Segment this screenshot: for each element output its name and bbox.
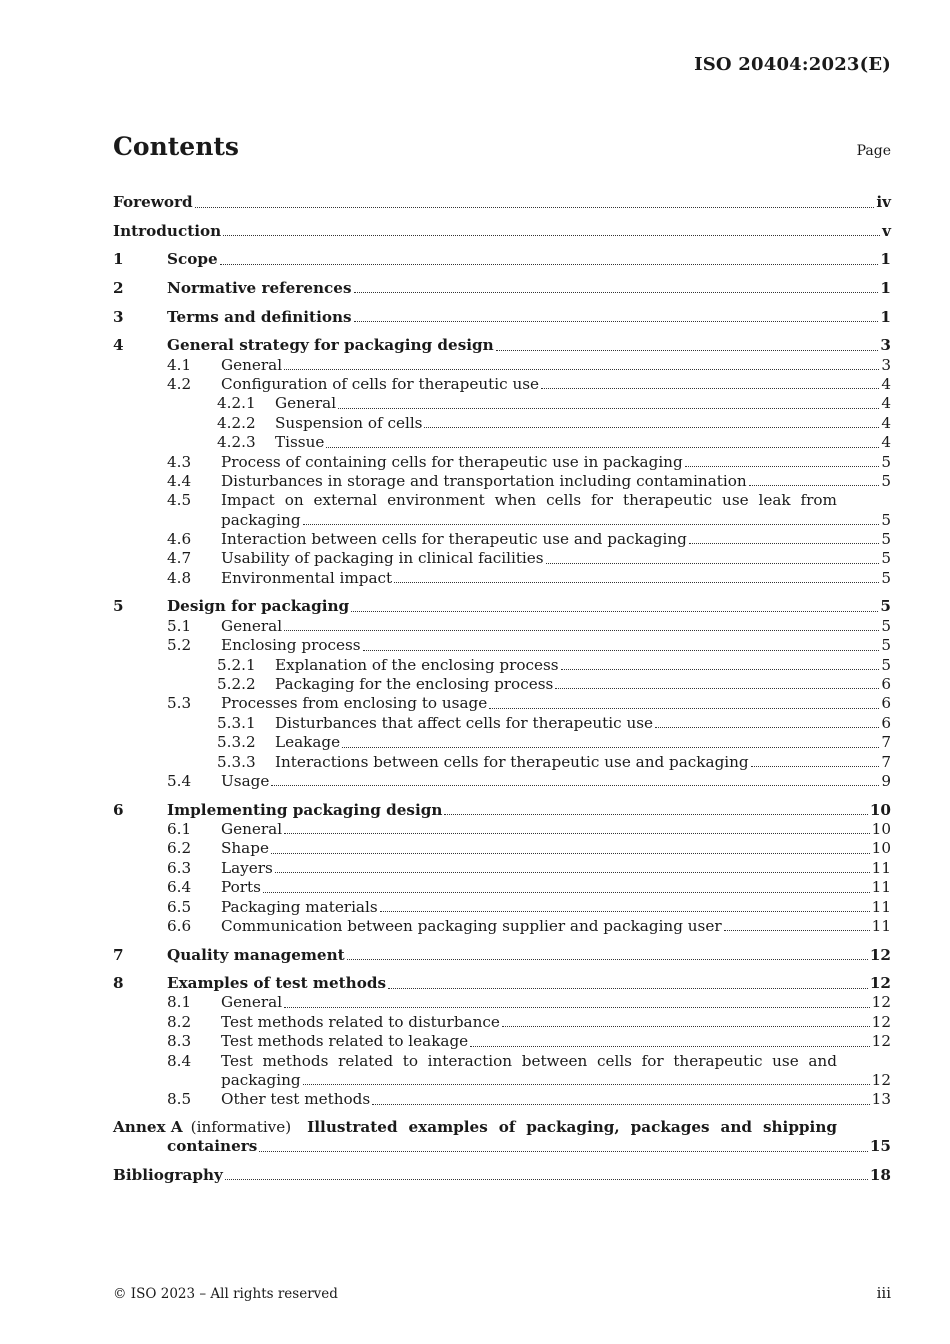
toc-number: 5.3 — [167, 694, 192, 713]
toc-entry-label: Other test methods — [221, 1090, 371, 1109]
dot-leader — [380, 910, 870, 912]
toc-entry-word: cells — [546, 491, 582, 510]
toc-page-number: 7 — [881, 752, 891, 771]
toc-number: 6.6 — [167, 916, 192, 935]
dot-leader — [363, 649, 880, 651]
dot-leader — [749, 484, 880, 486]
toc-entry-label: Ports — [221, 878, 261, 897]
toc-entry-label: Scope — [167, 250, 218, 269]
toc-entry-label: Processes from enclosing to usage — [221, 694, 488, 713]
toc-entry-label: Packaging for the enclosing process — [275, 675, 554, 694]
toc-entry-word: packages — [630, 1118, 710, 1137]
toc-entry-word: interaction — [427, 1051, 513, 1070]
toc-page-number: 11 — [871, 858, 891, 877]
dot-leader — [220, 263, 879, 265]
toc-entry-annex-a[interactable] — [113, 1110, 891, 1157]
toc-number: 2 — [113, 278, 124, 297]
toc-entry-label: Packaging materials — [221, 897, 378, 916]
toc-entry-word: use — [722, 491, 749, 510]
toc-number: 8.5 — [167, 1090, 192, 1109]
toc-entry-7[interactable] — [113, 936, 891, 965]
toc-page-number: 5 — [881, 530, 891, 549]
toc-page-number: 6 — [881, 713, 891, 732]
toc-entry-word: and — [720, 1118, 753, 1137]
toc-entry-word: on — [284, 491, 304, 510]
toc-page-number: 10 — [871, 839, 891, 858]
toc-entry-4-2-1[interactable] — [113, 394, 891, 413]
toc-page-number: 11 — [871, 916, 891, 935]
dot-leader — [685, 465, 880, 467]
dot-leader — [489, 707, 879, 709]
document-id: ISO 20404:2023(E) — [694, 54, 891, 75]
dot-leader — [655, 726, 879, 728]
dot-leader — [303, 523, 880, 525]
toc-entry-label: Tissue — [275, 433, 325, 452]
page-title: Contents — [113, 132, 240, 161]
dot-leader — [326, 446, 879, 448]
dot-leader — [496, 349, 879, 351]
toc-entry-word: leak — [758, 491, 791, 510]
dot-leader — [223, 234, 880, 236]
toc-entry-word: for — [591, 491, 614, 510]
toc-entry-4-1[interactable] — [113, 356, 891, 375]
toc-number: 4.7 — [167, 549, 192, 568]
toc-number: 5.2.1 — [217, 655, 256, 674]
toc-entry-label: Layers — [221, 858, 273, 877]
toc-entry-label: Explanation of the enclosing process — [275, 655, 559, 674]
toc-entry-word: packaging, — [526, 1118, 620, 1137]
toc-entry-word: of — [498, 1118, 516, 1137]
dot-leader — [555, 687, 879, 689]
dot-leader — [303, 1083, 870, 1085]
toc-number: 5.3.1 — [217, 713, 256, 732]
toc-entry-word: Impact — [221, 491, 275, 510]
toc-page-number: 12 — [869, 974, 891, 993]
dot-leader — [394, 581, 879, 583]
toc-entry-label: Quality management — [167, 945, 345, 964]
toc-page-number: 18 — [869, 1166, 891, 1185]
toc-page-number: 5 — [881, 452, 891, 471]
toc-page-number: 15 — [869, 1137, 891, 1156]
toc-page-number: 9 — [881, 771, 891, 790]
dot-leader — [354, 291, 879, 293]
toc-page-number: 11 — [871, 878, 891, 897]
toc-entry-5-4[interactable] — [113, 772, 891, 791]
toc-page-number: 6 — [881, 694, 891, 713]
toc-entry-word: Test — [221, 1051, 253, 1070]
toc-page-number: 4 — [881, 394, 891, 413]
toc-entry-word: external — [313, 491, 378, 510]
toc-entry-introduction[interactable] — [113, 213, 891, 242]
toc-page-number: 1 — [880, 307, 891, 326]
toc-entry-label: General — [221, 616, 283, 635]
toc-entry-6[interactable] — [113, 791, 891, 820]
toc-page-number: iv — [876, 193, 891, 212]
toc-page-number: 7 — [881, 733, 891, 752]
toc-number: 8.2 — [167, 1012, 192, 1031]
toc-entry-6-4[interactable] — [113, 878, 891, 897]
toc-entry-word: environment — [387, 491, 485, 510]
toc-number: 6.2 — [167, 839, 192, 858]
toc-entry-word: related — [338, 1051, 394, 1070]
toc-entry-word: and — [808, 1051, 837, 1070]
toc-entry-2[interactable] — [113, 270, 891, 299]
toc-page-number: 4 — [881, 433, 891, 452]
toc-entry-8[interactable] — [113, 965, 891, 994]
toc-entry-label: packaging — [221, 1071, 301, 1090]
toc-entry-word: Illustrated — [307, 1118, 398, 1137]
toc-page-number: 4 — [881, 413, 891, 432]
toc-entry-label: Interaction between cells for therapeutic use and packaging — [221, 530, 687, 549]
toc-number: 6.3 — [167, 858, 192, 877]
toc-entry-label: Usability of packaging in clinical facilities — [221, 549, 544, 568]
toc-entry-label: Suspension of cells — [275, 413, 423, 432]
dot-leader — [541, 387, 879, 389]
toc-entry-bibliography[interactable] — [113, 1157, 891, 1186]
toc-entry-4-3[interactable] — [113, 453, 891, 472]
toc-entry-label: Disturbances in storage and transportation including contamination — [221, 471, 747, 490]
toc-number: 3 — [113, 307, 124, 326]
toc-entry-word: between — [521, 1051, 588, 1070]
toc-page-number: v — [882, 221, 891, 240]
dot-leader — [424, 426, 879, 428]
toc-page-number: 11 — [871, 897, 891, 916]
toc-entry-5-3-1[interactable] — [113, 714, 891, 733]
copyright-notice: © ISO 2023 – All rights reserved — [113, 1286, 338, 1302]
toc-entry-4-5[interactable] — [113, 491, 891, 530]
toc-number: 4.2.1 — [217, 394, 256, 413]
toc-entry-word: cells — [596, 1051, 632, 1070]
toc-number: 4.6 — [167, 530, 192, 549]
toc-entry-8-4[interactable] — [113, 1052, 891, 1091]
dot-leader — [259, 1150, 868, 1152]
toc-entry-label: packaging — [221, 510, 301, 529]
dot-leader — [284, 1006, 870, 1008]
toc-entry-label: Design for packaging — [167, 597, 350, 616]
toc-entry-label: Disturbances that affect cells for therapeutic use — [275, 713, 654, 732]
toc-entry-4-4[interactable] — [113, 472, 891, 491]
toc-entry-4-7[interactable] — [113, 549, 891, 568]
toc-entry-word: for — [641, 1051, 664, 1070]
toc-number: 4.4 — [167, 471, 192, 490]
toc-page-number: 12 — [871, 1012, 891, 1031]
toc-entry-5-3-2[interactable] — [113, 733, 891, 752]
toc-entry-word: use — [772, 1051, 799, 1070]
annex-label: Annex A — [113, 1118, 183, 1137]
toc-entry-word: when — [494, 491, 537, 510]
toc-entry-word: methods — [262, 1051, 329, 1070]
toc-entry-4-2-3[interactable] — [113, 433, 891, 452]
toc-number: 8.1 — [167, 993, 192, 1012]
toc-entry-label: Environmental impact — [221, 568, 393, 587]
page-number: iii — [876, 1284, 891, 1302]
toc-number: 4.5 — [167, 491, 192, 510]
toc-page-number: 13 — [871, 1090, 891, 1109]
toc-entry-5-3-3[interactable] — [113, 753, 891, 772]
toc-entry-8-5[interactable] — [113, 1090, 891, 1109]
toc-entry-5[interactable] — [113, 588, 891, 617]
dot-leader — [284, 629, 879, 631]
toc-entry-label: Normative references — [167, 278, 352, 297]
dot-leader — [284, 832, 870, 834]
toc-number: 5.3.3 — [217, 752, 256, 771]
toc-entry-label: Communication between packaging supplier and packaging user — [221, 916, 722, 935]
toc-number: 5.2.2 — [217, 675, 256, 694]
toc-number: 5.2 — [167, 636, 192, 655]
toc-number: 8.4 — [167, 1051, 192, 1070]
dot-leader — [546, 562, 880, 564]
toc-entry-label: containers — [167, 1137, 258, 1156]
toc-entry-8-3[interactable] — [113, 1032, 891, 1051]
toc-number: 5.3.2 — [217, 733, 256, 752]
toc-entry-label: Foreword — [113, 193, 193, 212]
toc-entry-5-2[interactable] — [113, 636, 891, 655]
toc-number: 5.1 — [167, 616, 192, 635]
toc-entry-label: Examples of test methods — [167, 974, 387, 993]
toc-entry-foreword[interactable] — [113, 184, 891, 213]
toc-entry-4-8[interactable] — [113, 569, 891, 588]
toc-entry-5-1[interactable] — [113, 617, 891, 636]
toc-number: 7 — [113, 945, 124, 964]
toc-number: 1 — [113, 250, 124, 269]
toc-page-number: 10 — [871, 819, 891, 838]
toc-entry-6-2[interactable] — [113, 839, 891, 858]
toc-entry-1[interactable] — [113, 241, 891, 270]
toc-entry-4-2-2[interactable] — [113, 414, 891, 433]
toc-entry-4-2[interactable] — [113, 375, 891, 394]
toc-page-number: 5 — [881, 510, 891, 529]
toc-number: 5.4 — [167, 771, 192, 790]
toc-entry-label: Shape — [221, 839, 269, 858]
toc-entry-6-5[interactable] — [113, 898, 891, 917]
dot-leader — [284, 368, 879, 370]
toc-entry-label: General — [221, 355, 283, 374]
dot-leader — [388, 987, 868, 989]
dot-leader — [271, 852, 870, 854]
toc-number: 4.8 — [167, 568, 192, 587]
toc-page-number: 5 — [881, 655, 891, 674]
toc-entry-word: examples — [408, 1118, 488, 1137]
toc-entry-5-2-1[interactable] — [113, 656, 891, 675]
dot-leader — [342, 746, 879, 748]
dot-leader — [372, 1103, 870, 1105]
dot-leader — [271, 784, 879, 786]
toc-entry-word: therapeutic — [622, 491, 713, 510]
toc-entry-label: General — [275, 394, 337, 413]
toc-page-number: 12 — [871, 1032, 891, 1051]
page-column-label: Page — [856, 143, 891, 159]
toc-page-number: 5 — [881, 616, 891, 635]
dot-leader — [470, 1045, 870, 1047]
toc-page-number: 3 — [881, 355, 891, 374]
dot-leader — [275, 871, 870, 873]
toc-entry-label: Terms and definitions — [167, 307, 352, 326]
toc-entry-word: therapeutic — [673, 1051, 763, 1070]
toc-page-number: 1 — [880, 250, 891, 269]
toc-number: 4.2 — [167, 374, 192, 393]
toc-entry-label: Test methods related to leakage — [221, 1032, 469, 1051]
toc-page-number: 5 — [881, 471, 891, 490]
toc-number: 4.2.3 — [217, 433, 256, 452]
toc-number: 8 — [113, 974, 124, 993]
toc-page-number: 12 — [871, 1071, 891, 1090]
toc-entry-8-1[interactable] — [113, 994, 891, 1013]
toc-number: 4.1 — [167, 355, 192, 374]
toc-page-number: 5 — [880, 597, 891, 616]
toc-page-number: 10 — [869, 800, 891, 819]
toc-entry-label: Bibliography — [113, 1166, 223, 1185]
toc-entry-word: shipping — [762, 1118, 837, 1137]
toc-entry-word: to — [402, 1051, 418, 1070]
toc-entry-label: Interactions between cells for therapeutic use and packaging — [275, 752, 749, 771]
dot-leader — [225, 1178, 868, 1180]
toc-entry-label: Implementing packaging design — [167, 800, 443, 819]
table-of-contents — [113, 184, 891, 1185]
toc-page-number: 5 — [881, 549, 891, 568]
dot-leader — [195, 206, 875, 208]
toc-entry-word: from — [800, 491, 837, 510]
toc-number: 6.1 — [167, 819, 192, 838]
toc-entry-label: Leakage — [275, 733, 341, 752]
dot-leader — [351, 610, 878, 612]
annex-type: (informative) — [190, 1118, 292, 1137]
toc-entry-label: General — [221, 819, 283, 838]
toc-entry-4-6[interactable] — [113, 530, 891, 549]
toc-entry-3[interactable] — [113, 298, 891, 327]
toc-number: 8.3 — [167, 1032, 192, 1051]
toc-entry-label: Process of containing cells for therapeutic use in packaging — [221, 452, 683, 471]
toc-page-number: 1 — [880, 278, 891, 297]
toc-page-number: 5 — [881, 568, 891, 587]
dot-leader — [751, 765, 880, 767]
dot-leader — [338, 407, 879, 409]
toc-number: 6.4 — [167, 878, 192, 897]
dot-leader — [724, 929, 870, 931]
toc-entry-6-3[interactable] — [113, 859, 891, 878]
toc-entry-8-2[interactable] — [113, 1013, 891, 1032]
toc-number: 6 — [113, 800, 124, 819]
toc-entry-5-2-2[interactable] — [113, 675, 891, 694]
toc-entry-label: Usage — [221, 771, 270, 790]
toc-page-number: 12 — [871, 993, 891, 1012]
toc-page-number: 12 — [869, 945, 891, 964]
toc-entry-label: Configuration of cells for therapeutic use — [221, 374, 540, 393]
toc-number: 5 — [113, 597, 124, 616]
toc-page-number: 3 — [880, 336, 891, 355]
toc-entry-label: Test methods related to disturbance — [221, 1012, 500, 1031]
toc-entry-label: Introduction — [113, 221, 222, 240]
dot-leader — [689, 542, 879, 544]
toc-number: 4 — [113, 336, 124, 355]
dot-leader — [444, 813, 867, 815]
toc-page-number: 4 — [881, 374, 891, 393]
toc-entry-6-1[interactable] — [113, 820, 891, 839]
toc-entry-4[interactable] — [113, 327, 891, 356]
dot-leader — [354, 320, 879, 322]
dot-leader — [502, 1025, 870, 1027]
toc-entry-label: General strategy for packaging design — [167, 336, 494, 355]
toc-entry-label: Enclosing process — [221, 636, 361, 655]
toc-number: 4.2.2 — [217, 413, 256, 432]
toc-number: 4.3 — [167, 452, 192, 471]
dot-leader — [347, 958, 868, 960]
toc-entry-5-3[interactable] — [113, 694, 891, 713]
toc-entry-label: General — [221, 993, 283, 1012]
toc-page-number: 5 — [881, 636, 891, 655]
dot-leader — [263, 891, 870, 893]
dot-leader — [561, 668, 880, 670]
toc-page-number: 6 — [881, 675, 891, 694]
toc-entry-6-6[interactable] — [113, 917, 891, 936]
toc-number: 6.5 — [167, 897, 192, 916]
